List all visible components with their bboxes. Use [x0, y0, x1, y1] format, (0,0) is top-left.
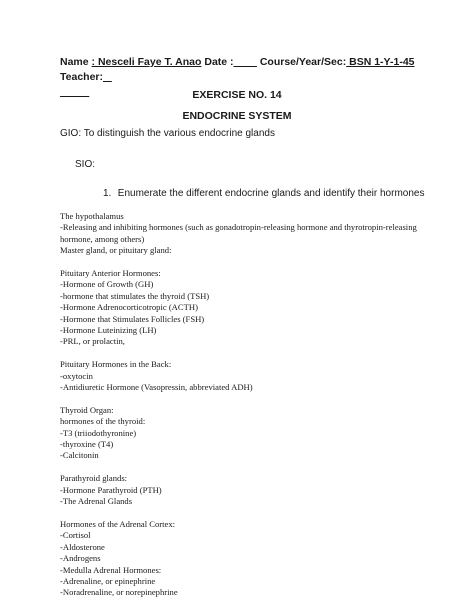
answer-content	[60, 211, 420, 599]
section-line: -Androgens	[60, 553, 101, 564]
section-line: -Hormone Parathyroid (PTH)	[60, 484, 162, 495]
section-line: -Adrenaline, or epinephrine	[60, 575, 156, 586]
section-line: -Hormone Luteinizing (LH)	[60, 325, 157, 336]
section-line: -PRL, or prolactin,	[60, 336, 125, 347]
section-line: -Noradrenaline, or norepinephrine	[60, 587, 178, 598]
section-line: -hormone that stimulates the thyroid (TSH)	[60, 290, 210, 301]
course-label: Course/Year/Sec:	[259, 56, 347, 68]
section-hypothalamus	[60, 211, 420, 257]
section-posterior-pituitary	[60, 359, 420, 393]
section-line: -Releasing and inhibiting hormones (such as gonadotropin-releasing hormone and thyrotropin-releasing hormone, among others)	[60, 222, 417, 244]
item-text: Enumerate the different endocrine glands and identify their hormones	[117, 188, 425, 199]
subject-title: ENDOCRINE SYSTEM	[182, 110, 292, 122]
section-line: Hormones of the Adrenal Cortex:	[60, 518, 176, 529]
section-line: -thyroxine (T4)	[60, 439, 114, 450]
sio-label: SIO:	[75, 159, 96, 170]
section-line: -T3 (triiodothyronine)	[60, 427, 137, 438]
gio-statement: GIO: To distinguish the various endocrine glands	[60, 128, 275, 139]
course-value: BSN 1-Y-1-45	[346, 56, 415, 68]
teacher-label: Teacher:	[60, 71, 103, 83]
section-line: -Calcitonin	[60, 450, 99, 461]
section-line: Parathyroid glands:	[60, 473, 128, 484]
section-line: Master gland, or pituitary gland:	[60, 245, 172, 256]
section-line: -Hormone that Stimulates Follicles (FSH)	[60, 313, 205, 324]
section-line: -oxytocin	[60, 370, 93, 381]
section-adrenal	[60, 519, 420, 599]
section-line: -Medulla Adrenal Hormones:	[60, 564, 162, 575]
section-anterior-pituitary	[60, 268, 420, 348]
section-line: Pituitary Hormones in the Back:	[60, 359, 172, 370]
section-line: hormones of the thyroid:	[60, 416, 146, 427]
section-line: -Cortisol	[60, 530, 91, 541]
section-line: The hypothalamus	[60, 211, 124, 221]
date-label: Date :	[204, 56, 234, 68]
section-line: Pituitary Anterior Hormones:	[60, 268, 161, 279]
section-line: -Hormone Adrenocorticotropic (ACTH)	[60, 302, 198, 313]
section-parathyroid	[60, 473, 420, 507]
section-line: -Hormone of Growth (GH)	[60, 279, 154, 290]
name-label: Name	[60, 56, 89, 68]
teacher-value: _	[103, 71, 112, 83]
numbered-item	[103, 188, 424, 199]
section-thyroid	[60, 405, 420, 462]
section-line: -The Adrenal Glands	[60, 496, 133, 507]
section-line: Thyroid Organ:	[60, 404, 114, 415]
item-number: 1.	[103, 188, 112, 199]
teacher-value-continued: _____	[60, 86, 90, 98]
section-line: -Antidiuretic Hormone (Vasopressin, abbreviated ADH)	[60, 382, 253, 393]
section-line: -Aldosterone	[60, 541, 105, 552]
exercise-title: EXERCISE NO. 14	[192, 89, 282, 101]
date-value: ____	[233, 56, 257, 68]
name-value: : Nesceli Faye T. Anao	[91, 56, 202, 68]
